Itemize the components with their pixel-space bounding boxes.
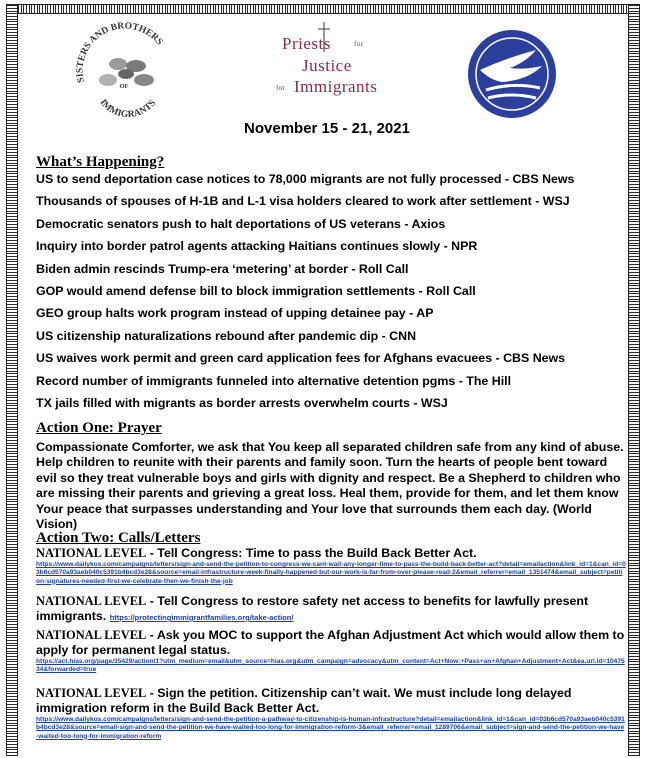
svg-text:OF: OF bbox=[119, 83, 129, 90]
logo-word-for-2: for bbox=[276, 84, 286, 92]
level-label: NATIONAL LEVEL bbox=[36, 628, 147, 642]
news-item: Democratic senators push to halt deportations of US veterans - Axios bbox=[36, 216, 446, 231]
level-label: NATIONAL LEVEL bbox=[36, 546, 147, 560]
top-border bbox=[6, 4, 640, 14]
action-text: - Tell Congress to restore safety net access to benefits for lawfully present immigrants. bbox=[36, 594, 589, 623]
prayer-text: Compassionate Comforter, we ask that You keep all separated children safe from any kind of abuse. Help children to reunite with their parents and family soon. Turn the hearts of people bent toward evil so they treat vulnerable boys and girls with dignity and respect. Be a Shepherd to children who are missing their parents and grieving a great loss. Heal them, provide for them, and let them know Your peace that surpasses understanding and Your love that surrounds them each day. (World Vision) bbox=[36, 440, 624, 532]
whats-happening-heading: What’s Happening? bbox=[36, 154, 165, 170]
news-item: US to send deportation case notices to 78,000 migrants are not fully processed - CBS News bbox=[36, 172, 575, 186]
action-two-heading: Action Two: Calls/Letters bbox=[36, 530, 201, 546]
news-item: Inquiry into border patrol agents attacking Haitians continues slowly - NPR bbox=[36, 239, 478, 254]
action-link[interactable]: https://act.hias.org/page/35429/action/1?utm_medium=email&utm_source=hias.org&utm_campaign=advocacy&utm_content=Act+Now:+Pass+an+Afghan+Adjustment+Act&ea.url.id=1047534&forwarded=true bbox=[36, 658, 625, 674]
left-border bbox=[6, 4, 18, 756]
news-item: GEO group halts work program instead of upping detainee pay - AP bbox=[36, 306, 434, 321]
action-link[interactable]: https://www.dailykos.com/campaigns/letters/sign-and-send-the-petition-a-pathway-to-citizenship-is-human-infrastructure?detail=emailaction&link_id=1&can_id=03b6cd570a93aeb040c5391b4bcd3e28&source=email-sign-and-send-the-petition-we-have-waited-too-long-for-immigration-reform-3&email_referrer=email_1289706&email_subject=sign-and-send-the-petition-we-have-waited-too-long-for-immigration-reform bbox=[36, 716, 625, 740]
logo-word-for: for bbox=[354, 40, 364, 48]
action-one-heading: Action One: Prayer bbox=[36, 420, 162, 436]
news-item: TX jails filled with migrants as border arrests overwhelm courts - WSJ bbox=[36, 395, 448, 410]
action-text: - Tell Congress: Time to pass the Build Back Better Act. bbox=[146, 546, 477, 560]
priests-for-justice-logo bbox=[270, 22, 390, 112]
action-item bbox=[36, 686, 626, 741]
news-item: Record number of immigrants funneled into alternative detention pgms - The Hill bbox=[36, 373, 512, 388]
news-item: US waives work permit and green card application fees for Afghans evacuees - CBS News bbox=[36, 351, 566, 366]
action-text: - Sign the petition. Citizenship can’t wait. We must include long delayed immigration reform in the Build Back Better Act. bbox=[36, 686, 572, 715]
sisters-brothers-logo bbox=[70, 20, 180, 120]
svg-text:SISTERS AND BROTHERS: SISTERS AND BROTHERS bbox=[75, 21, 165, 84]
level-label: NATIONAL LEVEL bbox=[36, 594, 147, 608]
level-label: NATIONAL LEVEL bbox=[36, 686, 147, 700]
action-link[interactable]: https://protectingimmigrantfamilies.org/take-action/ bbox=[109, 613, 294, 622]
action-item bbox=[36, 594, 626, 624]
logo-word-immigrants: Immigrants bbox=[294, 77, 378, 96]
news-list bbox=[36, 171, 626, 417]
logo-word-priests: Priests bbox=[282, 34, 331, 53]
action-text: - Ask you MOC to support the Afghan Adjustment Act which would allow them to apply for permanent legal status. bbox=[36, 628, 625, 657]
dove-logo bbox=[466, 28, 558, 120]
news-item: US citizenship naturalizations rebound after pandemic dip - CNN bbox=[36, 328, 417, 343]
action-link[interactable]: https://www.dailykos.com/campaigns/letters/sign-and-send-the-petition-to-congress-we-cant-wait-any-longer-time-to-pass-the-build-back-better-act?detail=emailaction&link_id=1&can_id=03b6cd570a93aeb040c5391b4bcd3e28&source=email-infrastructure-week-finally-happened-but-our-work-is-far-from-over-please-read-2&email_referrer=email_1351474&email_subject=petition-signatures-needed-first-we-celebrate-then-we-finish-the-job bbox=[36, 561, 626, 585]
action-item bbox=[36, 628, 626, 675]
right-border bbox=[628, 4, 640, 756]
news-item: GOP would amend defense bill to block immigration settlements - Roll Call bbox=[36, 283, 476, 298]
news-item: Thousands of spouses of H-1B and L-1 visa holders cleared to work after settlement - WSJ bbox=[36, 194, 570, 209]
logo-word-justice: Justice bbox=[302, 56, 352, 75]
svg-text:IMMIGRANTS: IMMIGRANTS bbox=[97, 97, 159, 120]
action-item bbox=[36, 546, 626, 586]
date-heading: November 15 - 21, 2021 bbox=[244, 120, 410, 137]
news-item: Biden admin rescinds Trump-era ‘metering’ at border - Roll Call bbox=[36, 261, 409, 276]
